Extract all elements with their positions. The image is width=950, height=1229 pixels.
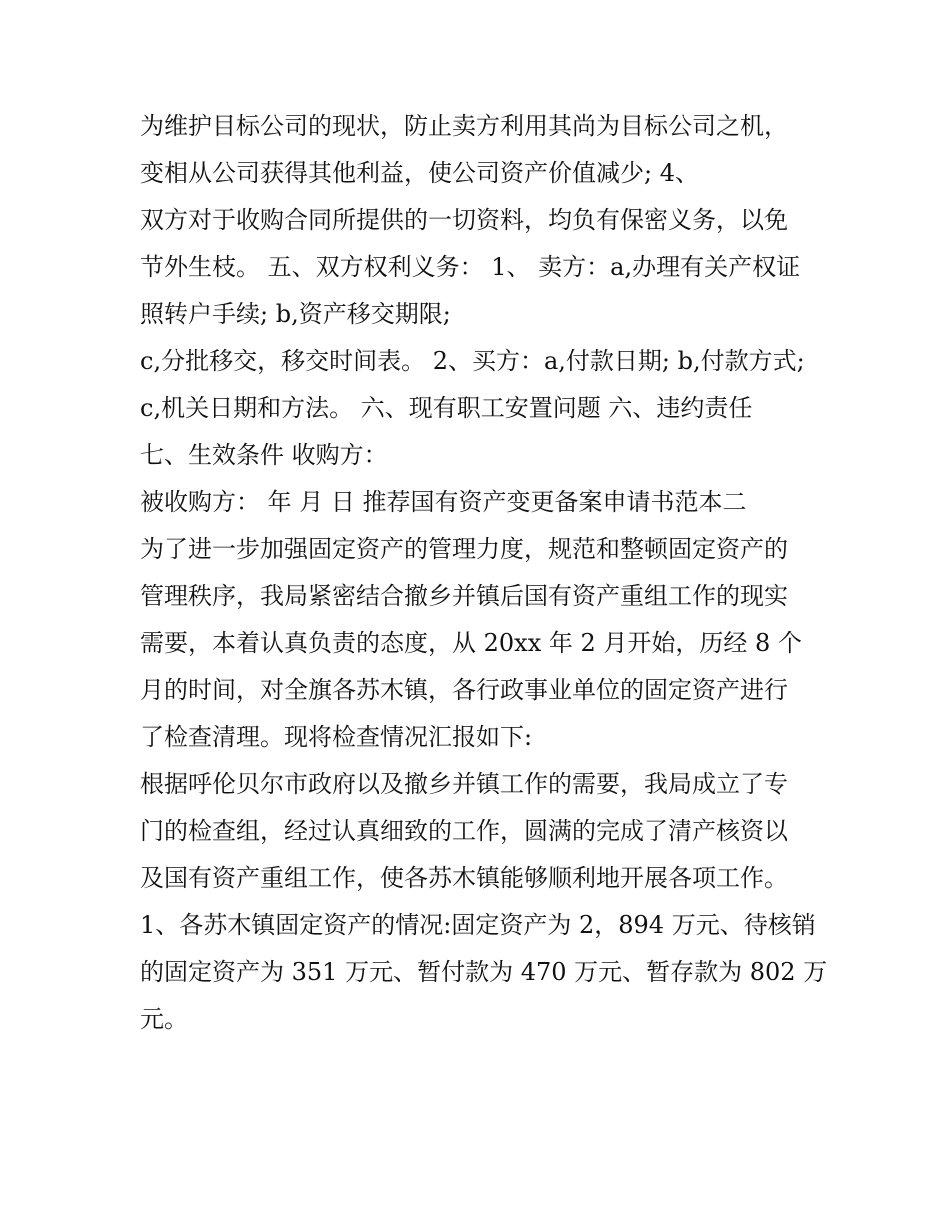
text-line: 元。 [140,1005,188,1033]
text-line: 七、生效条件 收购方： [140,441,388,469]
text-line: 双方对于收购合同所提供的一切资料，均负有保密义务，以免 [140,206,788,234]
text-line: 变相从公司获得其他利益，使公司资产价值减少; 4、 [140,159,699,187]
text-line: 照转户手续; b,资产移交期限; [140,300,451,328]
text-line: 的固定资产为 351 万元、暂付款为 470 万元、暂存款为 802 万 [140,958,828,986]
text-line: 门的检查组，经过认真细致的工作，圆满的完成了清产核资以 [140,817,788,845]
text-line: 为维护目标公司的现状，防止卖方利用其尚为目标公司之机， [140,112,788,140]
text-line: 根据呼伦贝尔市政府以及撤乡并镇工作的需要，我局成立了专 [140,770,788,798]
text-line: c,分批移交，移交时间表。 2、买方：a,付款日期; b,付款方式; [140,347,805,375]
text-line: 管理秩序，我局紧密结合撤乡并镇后国有资产重组工作的现实 [140,582,788,610]
text-line: 及国有资产重组工作，使各苏木镇能够顺利地开展各项工作。 [140,864,788,892]
text-line: 节外生枝。 五、双方权利义务： 1、 卖方：a,办理有关产权证 [140,253,801,281]
text-line: 为了进一步加强固定资产的管理力度，规范和整顿固定资产的 [140,535,788,563]
text-line: 被收购方： 年 月 日 推荐国有资产变更备案申请书范本二 [140,488,747,516]
text-line: 了检查清理。现将检查情况汇报如下: [140,723,533,751]
text-line: 月的时间，对全旗各苏木镇，各行政事业单位的固定资产进行 [140,676,788,704]
text-line: 1、各苏木镇固定资产的情况:固定资产为 2，894 万元、待核销 [140,911,816,939]
text-line: 需要，本着认真负责的态度，从 20xx 年 2 月开始，历经 8 个 [140,629,802,657]
body-text [140,103,828,1043]
text-line: c,机关日期和方法。 六、现有职工安置问题 六、违约责任 [140,394,753,422]
